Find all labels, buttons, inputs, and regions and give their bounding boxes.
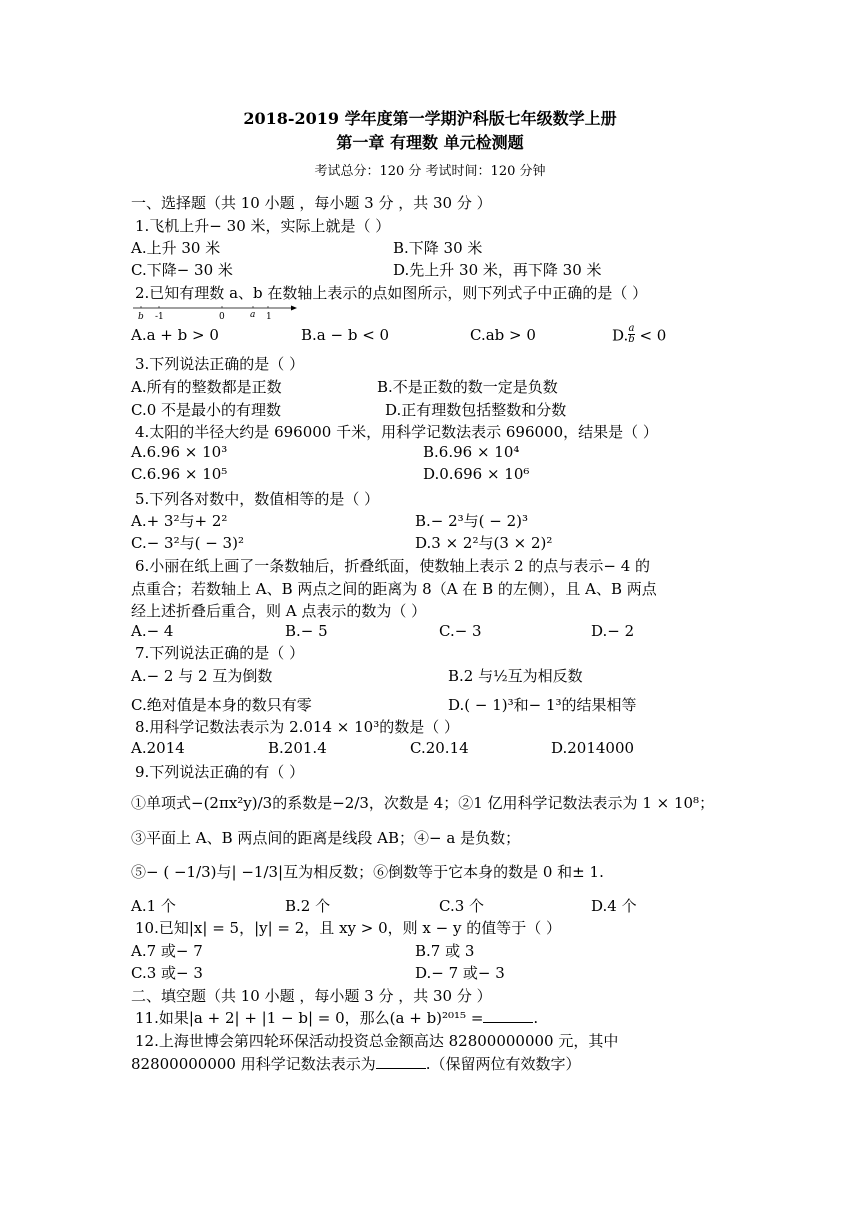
q7-option-d: D.( − 1)³和− 1³的结果相等 [448,696,637,714]
q8-option-c: C.20.14 [410,739,469,757]
label-a: a [250,310,256,320]
q9-option-b: B.2 个 [285,897,331,915]
label-1: 1 [266,312,272,322]
q10-options-row2 [131,962,731,984]
q5-options-row1 [131,510,731,532]
q10-option-b: B.7 或 3 [415,942,475,960]
q8-option-b: B.201.4 [268,739,327,757]
q2-options-row [131,323,731,352]
q6-option-c: C.− 3 [439,622,482,640]
q3-option-c: C.0 不是最小的有理数 [131,401,282,419]
q5-stem: 5.下列各对数中，数值相等的是（ ） [135,490,380,508]
q4-option-a: A.6.96 × 10³ [131,443,228,461]
q2-d-fraction: $\frac{a}{b}$ [628,323,635,345]
q6-option-a: A.− 4 [131,622,174,640]
q12-line-1: 12.上海世博会第四轮环保活动投资总金额高达 82800000000 元，其中 [135,1032,619,1050]
q4-option-b: B.6.96 × 10⁴ [423,443,520,461]
q3-options-row2 [131,399,731,421]
q9-statement-1-2: ①单项式−(2πx²y)/3的系数是−2/3，次数是 4；②1 亿用科学记数法表示为 1 × 10⁸； [131,794,715,812]
q7-options-row1 [131,665,751,689]
q3-option-d: D.正有理数包括整数和分数 [385,401,567,419]
q8-stem: 8.用科学记数法表示为 2.014 × 10³的数是（ ） [135,718,459,736]
q9-statement-5-6: ⑤− ( −1/3)与| −1/3|互为相反数；⑥倒数等于它本身的数是 0 和± 1. [131,863,604,881]
q2-stem: 2.已知有理数 a、b 在数轴上表示的点如图所示，则下列式子中正确的是（ ） [135,284,648,302]
q5-option-a: A.+ 3²与+ 2² [131,512,228,530]
q9-option-c: C.3 个 [439,897,485,915]
q11-text: 11.如果|a + 2| + |1 − b| = 0，那么(a + b)²⁰¹⁵ = [135,1009,484,1027]
title-line-2: 第一章 有理数 单元检测题 [336,133,524,152]
q10-stem: 10.已知|x| = 5，|y| = 2，且 xy > 0，则 x − y 的值等于（ ） [135,919,561,937]
q9-option-d: D.4 个 [591,897,637,915]
q4-option-c: C.6.96 × 10⁵ [131,465,228,483]
q6-line-2: 点重合；若数轴上 A、B 两点之间的距离为 8（A 在 B 的左侧），且 A、B 两点 [131,580,657,598]
section-1-heading: 一、选择题（共 10 小题 ，每小题 3 分 ，共 30 分 ） [131,194,492,212]
q1-option-d: D.先上升 30 米，再下降 30 米 [393,261,602,279]
q7-option-a: A.− 2 与 2 互为倒数 [131,667,273,685]
label-b: b [138,312,144,322]
q6-line-1: 6.小丽在纸上画了一条数轴后，折叠纸面，使数轴上表示 2 的点与表示− 4 的 [135,557,651,575]
q9-option-a: A.1 个 [131,897,176,915]
q9-options-row [131,895,731,917]
q8-options-row [131,739,731,761]
label-minus-1: -1 [155,312,164,322]
q5-option-c: C.− 3²与( − 3)² [131,534,244,552]
q3-stem: 3.下列说法正确的是（ ） [135,355,305,373]
q7-option-c: C.绝对值是本身的数只有零 [131,696,312,714]
q11-line: 11.如果|a + 2| + |1 − b| = 0，那么(a + b)²⁰¹⁵ = . [135,1009,539,1027]
q7-options-row2 [131,694,751,716]
number-line-figure [131,303,711,323]
q11-answer-blank[interactable] [483,1008,533,1023]
q2-option-b: B.a − b < 0 [301,326,390,344]
q3-option-a: A.所有的整数都是正数 [131,378,282,396]
q7-option-b: B.2 与½互为相反数 [448,667,583,685]
number-line-arrow [291,306,297,311]
q4-option-d: D.0.696 × 10⁶ [423,465,530,483]
q10-option-d: D.− 7 或− 3 [415,964,505,982]
q2-option-c: C.ab > 0 [470,326,536,344]
q1-option-c: C.下降− 30 米 [131,261,233,279]
label-0: 0 [219,312,225,322]
q10-option-a: A.7 或− 7 [131,942,203,960]
q8-option-d: D.2014000 [551,739,635,757]
exam-info: 考试总分：120 分 考试时间：120 分钟 [314,164,546,179]
q7-stem: 7.下列说法正确的是（ ） [135,644,305,662]
q1-options-row2 [131,259,731,281]
title-line-1: 2018-2019 学年度第一学期沪科版七年级数学上册 [243,109,617,128]
q9-stem: 9.下列说法正确的有（ ） [135,763,305,781]
q2-option-a: A.a + b > 0 [131,326,219,344]
q4-options-row2 [131,465,731,487]
q5-option-b: B.− 2³与( − 2)³ [415,512,529,530]
q2-option-d: D. $\frac{a}{b}$ < 0 [612,323,667,345]
q8-option-a: A.2014 [131,739,185,757]
q5-option-d: D.3 × 2²与(3 × 2)² [415,534,553,552]
section-2-heading: 二、填空题（共 10 小题 ，每小题 3 分 ，共 30 分 ） [131,987,492,1005]
q6-line-3: 经上述折叠后重合，则 A 点表示的数为（ ） [131,602,427,620]
q6-options-row [131,622,731,644]
q3-options-row1 [131,376,731,398]
q6-option-d: D.− 2 [591,622,635,640]
q10-option-c: C.3 或− 3 [131,964,203,982]
q4-options-row1 [131,443,731,465]
q6-option-b: B.− 5 [285,622,328,640]
q1-stem: 1.飞机上升− 30 米，实际上就是（ ） [135,217,391,235]
q1-option-b: B.下降 30 米 [393,239,483,257]
q1-options-row1 [131,237,731,259]
q9-statement-3-4: ③平面上 A、B 两点间的距离是线段 AB；④− a 是负数； [131,829,521,847]
q12-answer-blank[interactable] [376,1054,426,1069]
q10-options-row1 [131,940,731,962]
q12-line-2: 82800000000 用科学记数法表示为 .（保留两位有效数字） [131,1055,581,1073]
q3-option-b: B.不是正数的数一定是负数 [377,378,558,396]
q1-option-a: A.上升 30 米 [131,239,221,257]
q5-options-row2 [131,532,731,554]
q4-stem: 4.太阳的半径大约是 696000 千米，用科学记数法表示 696000，结果是（ ） [135,423,658,441]
